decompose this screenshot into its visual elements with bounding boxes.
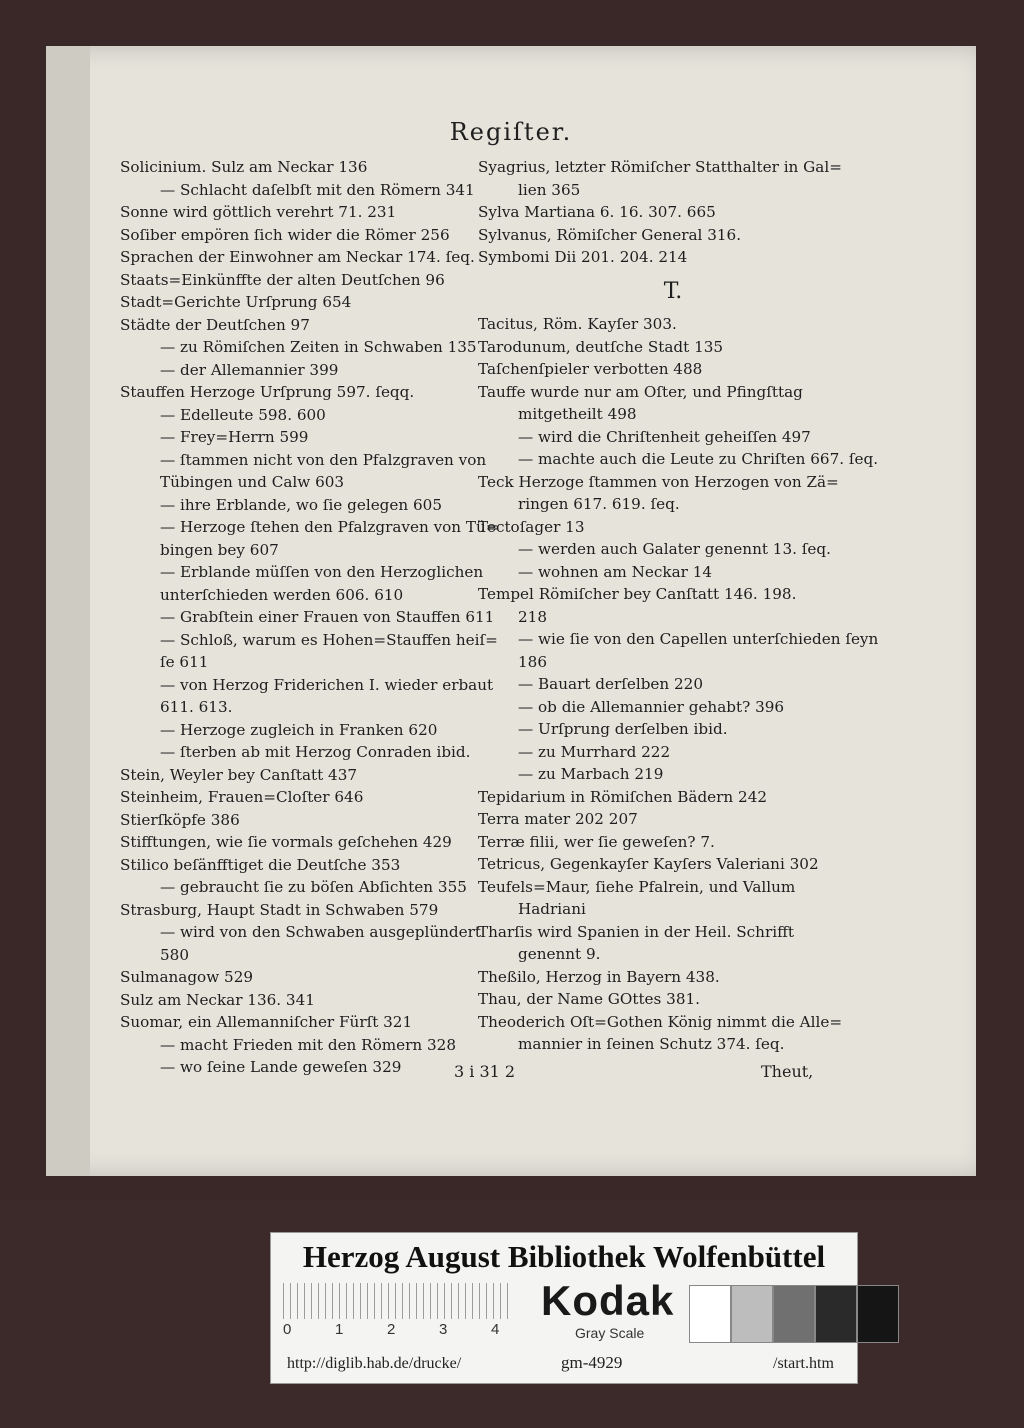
- index-entry: Tharſis wird Spanien in der Heil. Schrifft: [478, 922, 794, 941]
- index-entry: Stifftungen, wie ſie vormals geſchehen 429: [120, 833, 452, 851]
- index-entry: — Grabſtein einer Frauen von Stauffen 611: [160, 608, 495, 626]
- index-entry: Tarodunum, deutſche Stadt 135: [478, 337, 724, 356]
- ruler-tick: 3: [439, 1321, 448, 1338]
- index-entry: — ſtammen nicht von den Pfalzgraven von: [160, 450, 487, 469]
- book-page: [46, 46, 976, 1176]
- index-entry: Tepidarium in Römiſchen Bädern 242: [478, 787, 768, 806]
- index-entry: — Edelleute 598. 600: [160, 405, 326, 424]
- index-entry: Staats=Einkünffte der alten Deutſchen 96: [120, 270, 445, 289]
- index-entry: bingen bey 607: [160, 540, 279, 559]
- scale-ruler: [283, 1283, 513, 1319]
- index-entry: — Urſprung derſelben ibid.: [518, 720, 728, 738]
- index-entry: Syagrius, letzter Römiſcher Statthalter in Gal=: [478, 158, 842, 176]
- library-name: Herzog August Bibliothek Wolfenbüttel: [302, 1239, 826, 1274]
- gray-swatch: [731, 1285, 773, 1343]
- gray-swatches: [689, 1285, 899, 1343]
- index-entry: Tetricus, Gegenkayſer Kayſers Valeriani 302: [478, 855, 819, 873]
- index-entry: genennt 9.: [518, 945, 601, 963]
- index-entry: — werden auch Galater genennt 13. ſeq.: [518, 540, 831, 558]
- index-entry: Tacitus, Röm. Kayſer 303.: [478, 315, 677, 333]
- start-path: /start.htm: [773, 1355, 834, 1372]
- index-entry: Stilico beſänfftiget die Deutſche 353: [120, 855, 401, 874]
- index-entry: Sylvanus, Römiſcher General 316.: [478, 225, 742, 244]
- index-entry: Tübingen und Calw 603: [160, 473, 345, 491]
- index-entry: — Schlacht daſelbſt mit den Römern 341: [160, 180, 475, 199]
- index-entry: Soſiber empören ſich wider die Römer 256: [120, 225, 450, 244]
- index-entry: — wohnen am Neckar 14: [518, 562, 713, 581]
- signature-mark: 3 i 31 2: [454, 1062, 516, 1081]
- index-entry: Stauffen Herzoge Urſprung 597. ſeqq.: [120, 383, 415, 401]
- index-entry: Teck Herzoge ſtammen von Herzogen von Zä=: [478, 472, 839, 491]
- index-entry: Theoderich Oſt=Gothen König nimmt die Alle=: [478, 1012, 843, 1031]
- index-entry: — der Allemannier 399: [160, 360, 339, 379]
- index-entry: — Bauart derſelben 220: [518, 675, 704, 693]
- library-label-card: [270, 1232, 858, 1384]
- gray-swatch: [689, 1285, 731, 1343]
- index-entry: — von Herzog Friderichen I. wieder erbaut: [160, 675, 494, 694]
- index-entry: 218: [518, 607, 547, 626]
- index-entry: — wo ſeine Lande geweſen 329: [160, 1058, 402, 1076]
- ruler-tick: 4: [491, 1321, 500, 1338]
- index-entry: 611. 613.: [160, 698, 233, 716]
- index-entry: Sulz am Neckar 136. 341: [120, 990, 315, 1009]
- index-entry: Stadt=Gerichte Urſprung 654: [120, 293, 352, 311]
- index-entry: — zu Römiſchen Zeiten in Schwaben 135: [160, 338, 477, 356]
- index-entry: — zu Marbach 219: [518, 765, 664, 783]
- index-entry: — ihre Erblande, wo ſie gelegen 605: [160, 495, 442, 514]
- index-entry: mannier in ſeinen Schutz 374. ſeq.: [518, 1035, 785, 1053]
- page-gutter: [46, 46, 90, 1176]
- index-entry: Terræ filii, wer ſie geweſen? 7.: [478, 832, 715, 851]
- index-entry: — ob die Allemannier gehabt? 396: [518, 697, 785, 716]
- index-entry: — wird von den Schwaben ausgeplündert: [160, 923, 481, 941]
- index-entry: Taſchenſpieler verbotten 488: [478, 360, 703, 378]
- section-letter: T.: [663, 278, 683, 304]
- index-entry: Tectoſager 13: [478, 517, 585, 536]
- page-title: Regiſter.: [449, 118, 573, 146]
- gray-swatch: [815, 1285, 857, 1343]
- index-entry: — Schloß, warum es Hohen=Stauffen heiſ=: [160, 630, 498, 649]
- index-entry: Sulmanagow 529: [120, 968, 254, 986]
- index-entry: — Erblande müſſen von den Herzoglichen: [160, 563, 484, 581]
- index-entry: Tauffe wurde nur am Oſter, und Pfingſttag: [478, 382, 803, 401]
- index-entry: Städte der Deutſchen 97: [120, 315, 310, 334]
- index-entry: 580: [160, 945, 189, 964]
- index-entry: Stein, Weyler bey Canſtatt 437: [120, 765, 358, 784]
- index-entry: ſe 611: [160, 653, 209, 671]
- index-entry: Symbomi Dii 201. 204. 214: [478, 248, 688, 266]
- index-entry: Sylva Martiana 6. 16. 307. 665: [478, 203, 716, 221]
- index-entry: — Herzoge ſtehen den Pfalzgraven von Tü=: [160, 518, 499, 536]
- index-entry: — gebraucht ſie zu böſen Abſichten 355: [160, 878, 467, 896]
- index-entry: — Herzoge zugleich in Franken 620: [160, 720, 438, 739]
- gray-scale-label: Gray Scale: [575, 1325, 645, 1341]
- index-entry: — macht Frieden mit den Römern 328: [160, 1035, 456, 1054]
- index-entry: Sprachen der Einwohner am Neckar 174. ſeq.: [120, 248, 475, 266]
- index-entry: — ſterben ab mit Herzog Conraden ibid.: [160, 743, 471, 761]
- index-entry: mitgetheilt 498: [518, 405, 637, 423]
- index-entry: ringen 617. 619. ſeq.: [518, 495, 680, 513]
- index-entry: Steinheim, Frauen=Cloſter 646: [120, 788, 364, 806]
- index-entry: Thau, der Name GOttes 381.: [478, 990, 700, 1008]
- index-entry: Sonne wird göttlich verehrt 71. 231: [120, 203, 397, 221]
- ruler-tick: 0: [283, 1321, 292, 1338]
- index-entry: Suomar, ein Allemanniſcher Fürſt 321: [120, 1013, 413, 1031]
- gray-swatch: [773, 1285, 815, 1343]
- index-entry: Hadriani: [518, 900, 586, 918]
- catchword: Theut,: [761, 1062, 814, 1081]
- kodak-logo: Kodak: [541, 1277, 675, 1324]
- shelfmark: gm-4929: [561, 1353, 623, 1372]
- index-entry: Theßilo, Herzog in Bayern 438.: [478, 967, 720, 986]
- index-entry: — zu Murrhard 222: [518, 742, 671, 761]
- gray-swatch: [857, 1285, 899, 1343]
- index-entry: lien 365: [518, 180, 581, 199]
- index-entry: Stierſköpfe 386: [120, 810, 240, 829]
- index-entry: Terra mater 202 207: [478, 810, 638, 828]
- index-entry: Solicinium. Sulz am Neckar 136: [120, 158, 368, 176]
- index-entry: — wird die Chriſtenheit geheiſſen 497: [518, 427, 811, 446]
- index-entry: Teufels=Maur, ſiehe Pfalrein, und Vallum: [478, 877, 796, 896]
- index-entry: Tempel Römiſcher bey Canſtatt 146. 198.: [478, 585, 797, 603]
- index-entry: Strasburg, Haupt Stadt in Schwaben 579: [120, 900, 439, 919]
- index-entry: — Frey=Herrn 599: [160, 428, 309, 446]
- ruler-tick: 2: [387, 1321, 396, 1338]
- index-entry: unterſchieden werden 606. 610: [160, 585, 404, 604]
- index-entry: 186: [518, 652, 547, 671]
- ruler-tick: 1: [335, 1321, 344, 1338]
- library-url: http://diglib.hab.de/drucke/: [287, 1355, 462, 1372]
- index-entry: — machte auch die Leute zu Chriſten 667. ſeq.: [518, 450, 879, 468]
- index-entry: — wie ſie von den Capellen unterſchieden ſeyn: [518, 630, 879, 648]
